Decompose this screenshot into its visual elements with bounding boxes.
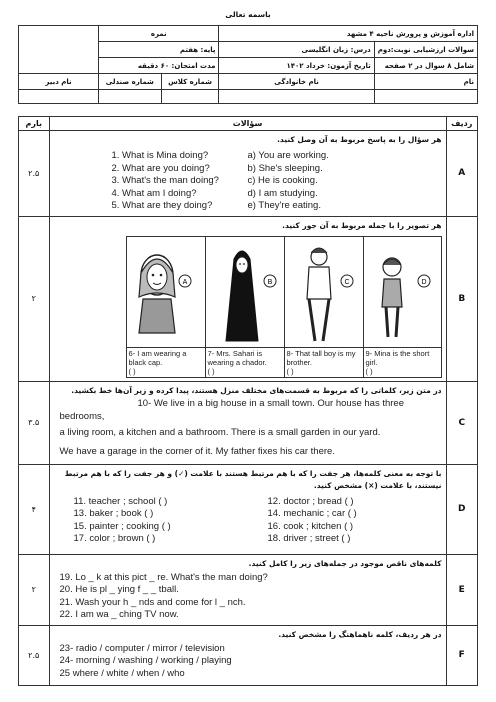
- passage-line: We have a garage in the corner of it. My father fixes his car there.: [59, 445, 335, 457]
- question-id: C: [446, 381, 478, 464]
- match-question: 5. What are they doing?: [111, 200, 213, 211]
- question-score: ۲.۵: [19, 131, 50, 217]
- question-id: A: [446, 131, 478, 217]
- pair-item: 13. baker ; book ( ): [73, 508, 154, 519]
- match-question: 4. What am I doing?: [111, 187, 197, 199]
- pair-item: 11. teacher ; school ( ): [73, 495, 168, 507]
- instruction: هر سؤال را به پاسخ مربوط به آن وصل کنید.: [277, 135, 442, 144]
- question-score: ۲: [19, 216, 50, 381]
- match-question: 1. What is Mina doing?: [111, 150, 209, 161]
- picture-letter-label: C: [343, 278, 350, 286]
- instruction: کلمه‌های ناقص موجود در جمله‌های زیر را کامل کنید.: [248, 558, 442, 568]
- exam-title: سوالات ارزشیابی نوبت:دوم: [374, 42, 477, 58]
- score-header: بارم: [19, 117, 50, 131]
- question-score: ۲: [19, 554, 50, 625]
- picture-caption: 9- Mina is the short girl. ( ): [364, 347, 442, 377]
- lesson-name: درس: زبان انگلیسی: [219, 42, 374, 58]
- family-field[interactable]: [219, 90, 374, 104]
- score-label: نمره: [99, 26, 219, 42]
- short-girl-illustration: [364, 237, 442, 347]
- odd-word-line: 23- radio / computer / mirror / television: [59, 642, 225, 654]
- picture-letter-label: D: [420, 278, 427, 286]
- odd-word-line: 24- morning / washing / working / playing: [59, 655, 232, 666]
- question-score: ۳.۵: [19, 381, 50, 464]
- questions-header: سؤالات: [49, 117, 446, 131]
- pair-item: 18. driver ; street ( ): [267, 533, 351, 544]
- match-answer: e) They're eating.: [247, 200, 321, 211]
- question-id: B: [446, 216, 478, 381]
- fill-in-line: 22. I am wa _ ching TV now.: [59, 609, 179, 620]
- question-id: F: [446, 625, 478, 685]
- question-id: E: [446, 554, 478, 625]
- basmala: باسمه تعالی: [225, 10, 271, 19]
- picture-caption: 8- That tall boy is my brother. ( ): [285, 347, 363, 377]
- question-row-a: [19, 131, 478, 217]
- class-no-label: شماره کلاس: [161, 74, 219, 90]
- instruction: در هر ردیف، کلمه ناهماهنگ را مشخص کنید.: [278, 629, 442, 639]
- teacher-field[interactable]: [19, 90, 99, 104]
- picture-caption: 7- Mrs. Sahari is wearing a chador. ( ): [206, 347, 284, 377]
- fill-in-line: 19. Lo _ k at this pict _ re. What's the man doing?: [59, 571, 268, 583]
- office-name: اداره آموزش و پرورش ناحیه ۴ مشهد: [219, 26, 478, 42]
- exam-date: تاریخ آزمون: خرداد ۱۴۰۲: [219, 58, 374, 74]
- seat-no-label: شماره صندلی: [99, 74, 162, 90]
- picture-caption: 6- I am wearing a black cap. ( ): [127, 347, 205, 377]
- passage-line: 10- We live in a big house in a small town. Our house has three bedrooms,: [59, 397, 404, 422]
- match-answer: a) You are working.: [247, 150, 329, 161]
- instruction: در متن زیر، کلماتی را که مربوط به قسمت‌های مختلف منزل هستند، پیدا کرده و زیر آن‌ها خط بکشید.: [71, 385, 442, 395]
- question-row-d: [19, 464, 478, 554]
- question-id: D: [446, 464, 478, 554]
- match-question: 2. What are you doing?: [111, 162, 210, 174]
- seat-no-field[interactable]: [99, 90, 162, 104]
- exam-info: شامل ۸ سوال در ۲ صفحه: [374, 58, 477, 74]
- match-answer: b) She's sleeping.: [247, 162, 323, 174]
- fill-in-line: 21. Wash your h _ nds and come for l _ nch.: [59, 596, 246, 608]
- question-score: ۴: [19, 464, 50, 554]
- picture-grid: [126, 236, 442, 378]
- name-label: نام: [374, 74, 477, 90]
- fill-in-line: 20. He is pl _ ying f _ _ tball.: [59, 584, 179, 595]
- score-box: [19, 26, 99, 74]
- picture-letter-label: A: [182, 278, 187, 286]
- picture-letter-label: B: [267, 278, 272, 286]
- family-label: نام خانوادگی: [219, 74, 374, 90]
- exam-header: [18, 25, 478, 104]
- question-row-e: [19, 554, 478, 625]
- pair-item: 12. doctor ; bread ( ): [267, 495, 354, 507]
- picture-card: [206, 237, 285, 377]
- tall-boy-illustration: [285, 237, 363, 347]
- row-header: ردیف: [446, 117, 478, 131]
- class-no-field[interactable]: [161, 90, 219, 104]
- name-field[interactable]: [374, 90, 477, 104]
- girl-with-scarf-illustration: [127, 237, 205, 347]
- teacher-label: نام دبیر: [19, 74, 99, 90]
- pair-item: 14. mechanic ; car ( ): [267, 508, 357, 519]
- instruction: هر تصویر را با جمله مربوط به آن جور کنید.: [282, 220, 442, 230]
- grade-label: پایه: هفتم: [99, 42, 219, 58]
- odd-word-line: 25 where / white / when / who: [59, 667, 185, 679]
- match-answer: d) I am studying.: [247, 187, 318, 199]
- pair-item: 15. painter ; cooking ( ): [73, 520, 171, 532]
- question-row-b: [19, 216, 478, 381]
- pair-item: 16. cook ; kitchen ( ): [267, 520, 354, 532]
- question-row-c: [19, 381, 478, 464]
- picture-card: [127, 237, 206, 377]
- pair-item: 17. color ; brown ( ): [73, 533, 156, 544]
- passage-line: a living room, a kitchen and a bathroom. There is a small garden in our yard.: [59, 426, 381, 438]
- exam-duration: مدت امتحان: ۶۰ دقیقه: [99, 58, 219, 74]
- woman-in-chador-illustration: [206, 237, 284, 347]
- question-score: ۲.۵: [19, 625, 50, 685]
- question-row-f: [19, 625, 478, 685]
- picture-card: [285, 237, 364, 377]
- instruction: با توجه به معنی کلمه‌ها، هر جفت را که با هم مرتبط هستند با علامت (✓) و هر جفت را که با هم مرتبط نیستند، با علامت (×) مشخص کنید.: [64, 468, 442, 490]
- picture-card: [364, 237, 442, 377]
- questions-table: [18, 116, 478, 686]
- match-answer: c) He is cooking.: [247, 175, 318, 186]
- label-a-icon: [181, 277, 191, 287]
- match-question: 3. What's the man doing?: [111, 175, 219, 186]
